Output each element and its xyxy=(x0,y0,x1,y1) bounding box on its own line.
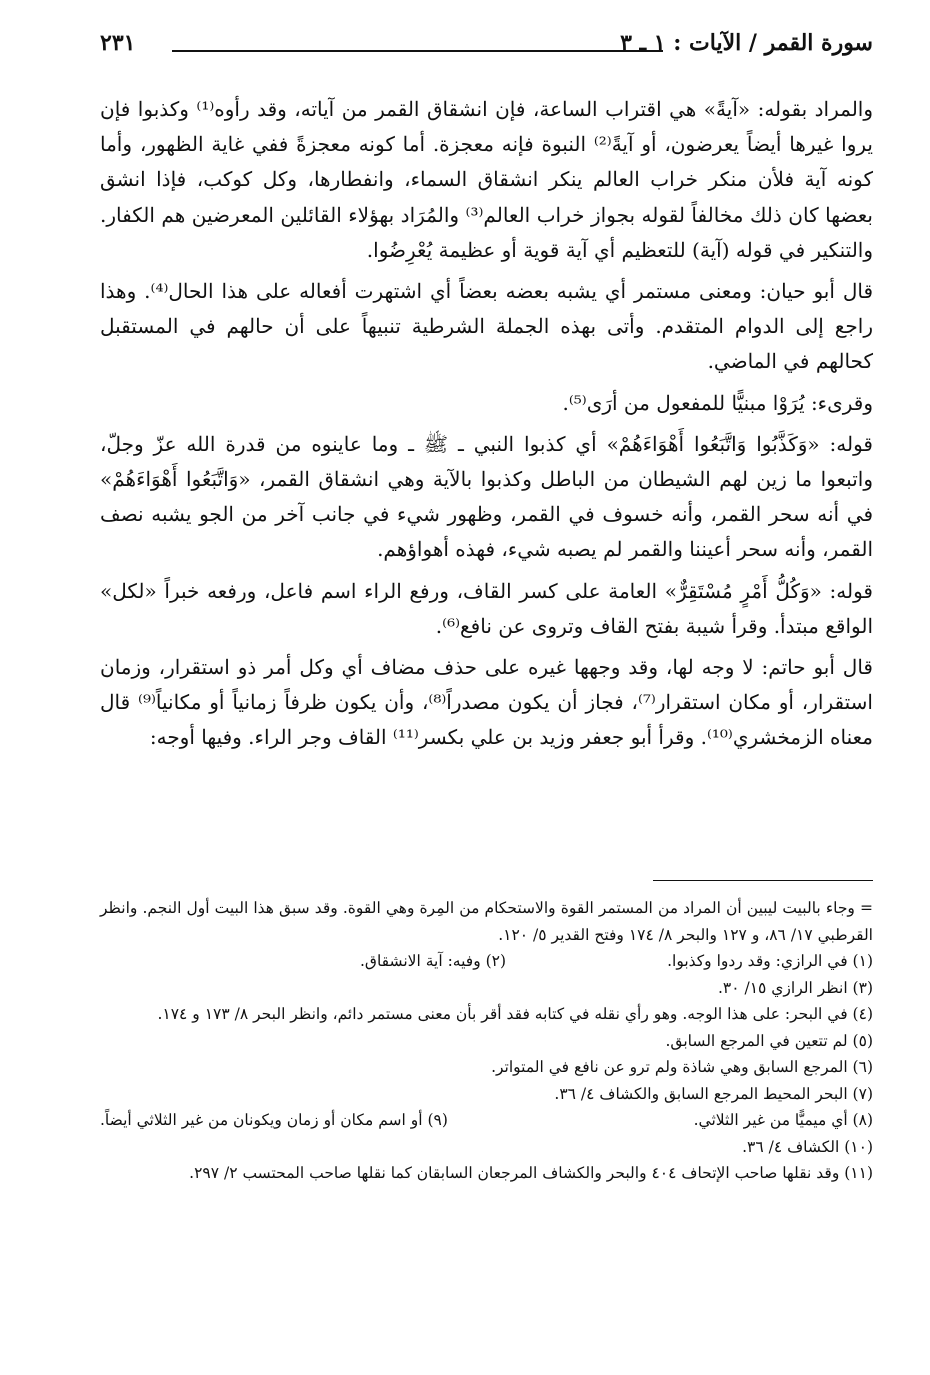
paragraph: والمراد بقوله: «آيةً» هي اقتراب الساعة، فإن انشقاق القمر من آياته، وقد رأوه⁽¹⁾ وكذبوا فإن يروا غيرها أيضاً يعرضون، أو آيةً⁽²⁾ النبوة فإنه معجزة. أما كونه معجزةً ففي غاية الظهور، وأما كونه آية فلأن منكر خراب العالم ينكر انشقاق السماء، وانفطارها، وكل كوكب، فإذا انشق بعضها كان ذلك مخالفاً لقوله بجواز خراب العالم⁽³⁾ والمُرَاد بهؤلاء القائلين المعرضين هم الكفار. والتنكير في قوله (آية) للتعظيم أي آية قوية أو عظيمة يُعْرِضُوا. xyxy=(100,97,874,262)
paragraph: قال أبو حيان: ومعنى مستمر أي يشبه بعضه بعضاً أي اشتهرت أفعاله على هذا الحال⁽⁴⁾. وهذا راجع إلى الدوام المتقدم. وأتى بهذه الجملة الشرطية تنبيهاً على أن حالهم في المستقبل كحالهم في الماضي. xyxy=(100,279,874,374)
footnote: (٧) البحر المحيط المرجع السابق والكشاف ٤/ ٣٦. xyxy=(554,1084,873,1103)
footnote: (١١) وقد نقلها صاحب الإتحاف ٤٠٤ والبحر والكشاف المرجعان السابقان كما نقلها صاحب المحتسب ٢/ ٢٩٧. xyxy=(189,1164,873,1182)
footnote-row xyxy=(100,948,873,975)
footnote: (٦) المرجع السابق وهي شاذة ولم ترو عن نافع في المتواتر. xyxy=(491,1058,873,1076)
paragraph: وقرىء: يُرَوْا مبنيًّا للمفعول من أرَى⁽⁵⁾. xyxy=(562,390,873,415)
footnotes xyxy=(100,895,873,1187)
footnote: (٩) أو اسم مكان أو زمان ويكونان من غير الثلاثي أيضاً. xyxy=(100,1111,448,1129)
footnote: (٨) أي ميميًّا من غير الثلاثي. xyxy=(693,1111,873,1129)
page-header xyxy=(100,26,873,66)
page-number: ٢٣١ xyxy=(100,30,136,56)
footnote: (١٠) الكشاف ٤/ ٣٦. xyxy=(742,1137,873,1156)
footnote: (٥) لم تتعين في المرجع السابق. xyxy=(665,1031,873,1050)
main-text xyxy=(100,92,873,762)
footnote-separator xyxy=(653,880,873,881)
footnote: (٤) في البحر: على هذا الوجه. وهو رأي نقله في كتابه فقد أقر بأن معنى مستمر دائم، وانظر البحر ٨/ ١٧٣ و ١٧٤. xyxy=(157,1005,873,1023)
footnote: (٢) وفيه: آية الانشقاق. xyxy=(360,952,507,970)
footnote-continued: = وجاء بالبيت ليبين أن المراد من المستمر القوة والاستحكام من المِرة وهي القوة. وقد سبق هذا البيت أول النجم. وانظر القرطبي ١٧/ ٨٦، و ١٢٧ والبحر ٨/ ١٧٤ وفتح القدير ٥/ ١٢٠. xyxy=(100,899,873,944)
paragraph: قال أبو حاتم: لا وجه لها، وقد وجهها غيره على حذف مضاف أي وكل أمر ذو استقرار، وزمان استقرار، أو مكان استقرار⁽⁷⁾، فجاز أن يكون مصدراً⁽⁸⁾، وأن يكون ظرفاً زمانياً أو مكانياً⁽⁹⁾ قال معناه الزمخشري⁽¹⁰⁾. وقرأ أبو جعفر وزيد بن علي بكسر⁽¹¹⁾ القاف وجر الراء. وفيها أوجه: xyxy=(100,655,873,750)
paragraph: قوله: «وَكَذَّبُوا وَاتَّبَعُوا أَهْوَاءَهُمْ» أي كذبوا النبي ـ ﷺ ـ وما عاينوه من قدرة الله عزّ وجلّ، واتبعوا ما زين لهم الشيطان من الباطل وكذبوا بالآية وهي انشقاق القمر، «وَاتَّبَعُوا أَهْوَاءَهُمْ» في أنه سحر القمر، وأنه خسوف في القمر، وظهور شيء في جانب آخر من الجو يشبه نصف القمر، وأنه سحر أعيننا والقمر لم يصبه شيء، فهذه أهواؤهم. xyxy=(100,431,873,562)
footnote: (١) في الرازي: وقد ردوا وكذبوا. xyxy=(667,952,873,970)
header-rule xyxy=(172,50,663,52)
paragraph: قوله: «وَكُلُّ أَمْرٍ مُسْتَقِرٌّ» العامة على كسر القاف، ورفع الراء اسم فاعل، ورفعه خبراً «لكل» الواقع مبتدأ. وقرأ شيبة بفتح القاف وتروى عن نافع⁽⁶⁾. xyxy=(100,578,873,638)
footnote: (٣) انظر الرازي ١٥/ ٣٠. xyxy=(717,978,873,997)
running-title: سورة القمر / الآيات : ١ ـ ٣ xyxy=(620,30,873,56)
footnote-row xyxy=(100,1107,873,1134)
